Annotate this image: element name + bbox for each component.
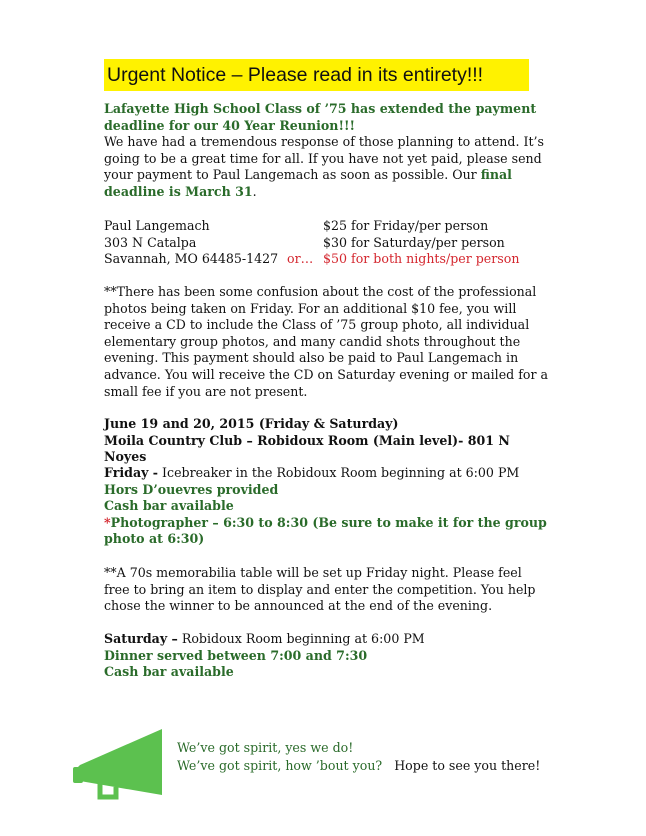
intro-body: We have had a tremendous response of those planning to attend. It’s going to be a great time for all. If you have not yet paid, please send your payment to Paul Langemach as soon as possible. Our [104,134,544,183]
intro-section [104,101,549,201]
price-friday: $25 for Friday/per person [323,218,489,233]
extension-headline: Lafayette High School Class of ’75 has extended the payment deadline for our 40 Year Reunion!!! [104,101,537,133]
friday-label: Friday - [104,465,159,480]
friday-hors-doeuvres: Hors D’ouevres provided [104,481,279,497]
megaphone-icon [70,725,170,803]
memorabilia-note: **A 70s memorabilia table will be set up Friday night. Please feel free to bring an item to display and enter the competition. You help chose the winner to be announced at the end of the evening. [104,565,536,614]
price-both-nights: $50 for both nights/per person [323,251,520,267]
page-title: Urgent Notice – Please read in its entirety!!! [104,59,529,91]
or-label: or… [287,251,314,266]
mailing-address [104,218,278,268]
photos-note: **There has been some confusion about the cost of the professional photos being taken on Friday. For an additional $10 fee, you will receive a CD to include the Class of ’75 group photo, all individual elementary group photos, and many candid shots throughout the evening. This payment should also be paid to Paul Langemach in advance. You will receive the CD on Saturday evening or mailed for a small fee if you are not present. [104,284,548,399]
friday-description: Icebreaker in the Robidoux Room beginning at 6:00 PM [158,465,520,480]
final-deadline: final deadline is March 31 [104,167,512,199]
saturday-cash-bar: Cash bar available [104,664,234,680]
friday-cash-bar: Cash bar available [104,498,234,514]
saturday-dinner: Dinner served between 7:00 and 7:30 [104,647,368,663]
photographer-asterisk: * [104,514,111,530]
event-venue: Moila Country Club – Robidoux Room (Main level)- 801 N Noyes [104,432,510,465]
spirit-chant [177,739,540,775]
saturday-label: Saturday – [104,631,178,646]
price-list [323,218,519,268]
address-street: 303 N Catalpa [104,234,197,250]
event-dates: June 19 and 20, 2015 (Friday & Saturday) [104,416,399,431]
chant-line-2: We’ve got spirit, how ’bout you? [177,758,383,773]
chant-line-1: We’ve got spirit, yes we do! [177,740,354,755]
saturday-description: Robidoux Room beginning at 6:00 PM [177,631,425,646]
address-city: Savannah, MO 64485-1427 [104,251,279,267]
intro-period: . [252,183,257,199]
saturday-schedule [104,631,549,681]
event-info [104,416,549,466]
closing-line: Hope to see you there! [394,758,541,773]
price-saturday: $30 for Saturday/per person [323,234,505,250]
address-name: Paul Langemach [104,218,210,233]
photographer-note: Photographer – 6:30 to 8:30 (Be sure to make it for the group photo at 6:30) [104,514,547,547]
friday-schedule [104,465,549,548]
